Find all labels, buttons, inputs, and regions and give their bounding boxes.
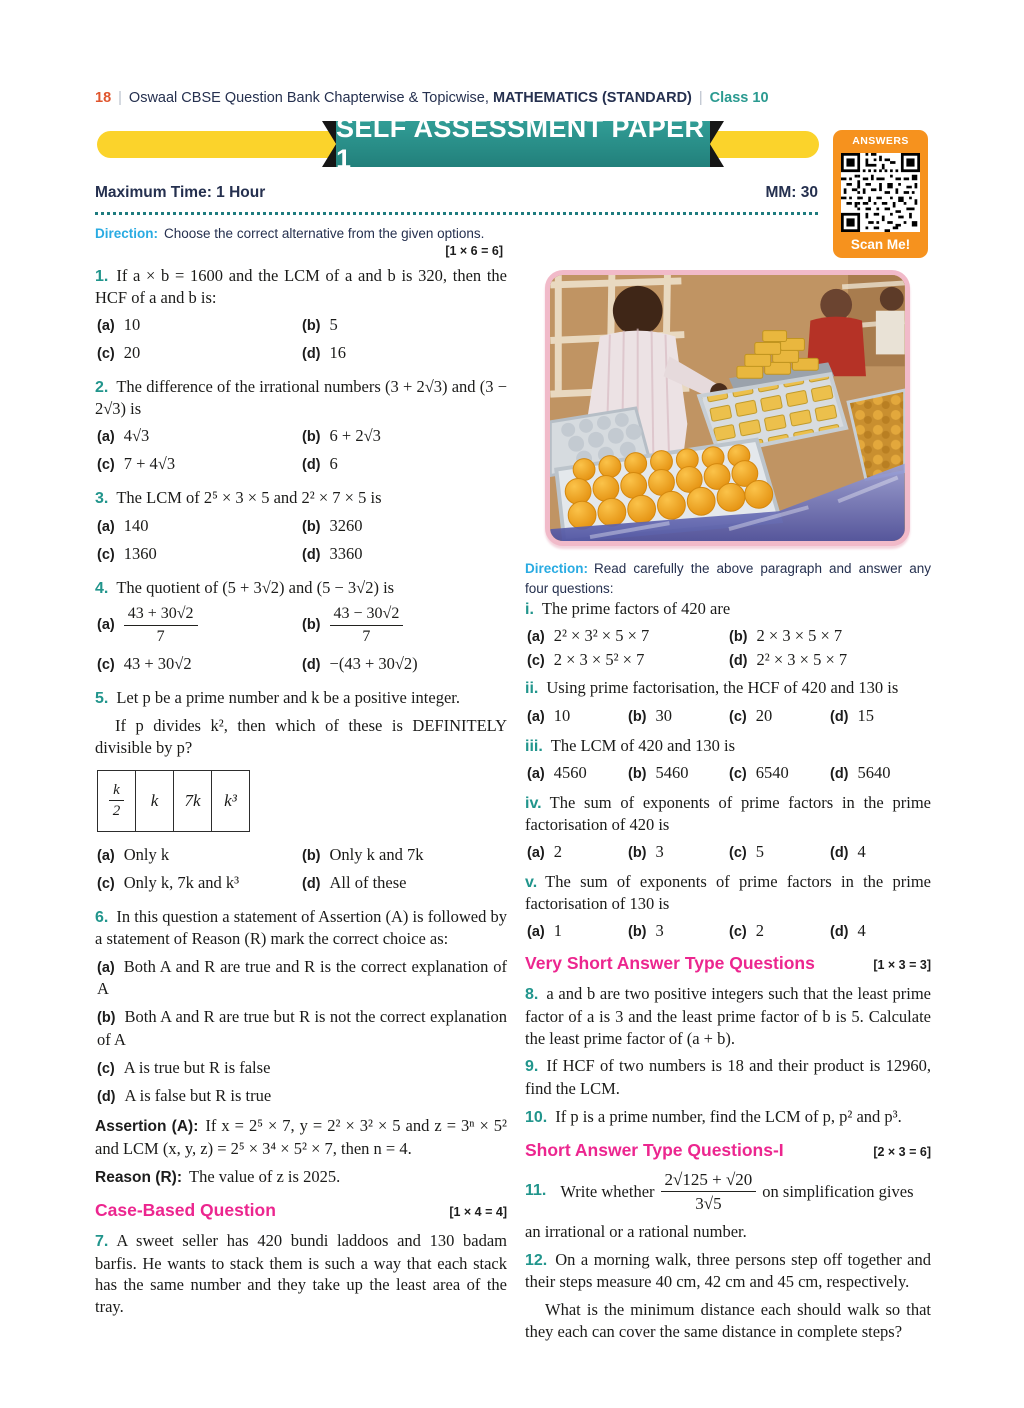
option-label: (d) [302, 656, 321, 673]
option-value: 2² × 3 × 5 × 7 [756, 650, 848, 670]
option-label: (b) [628, 845, 647, 862]
option-b [302, 315, 507, 335]
option-value: 6540 [755, 762, 789, 782]
question-4-options [97, 605, 507, 674]
fraction [109, 782, 124, 821]
option-label: (c) [729, 765, 747, 782]
question-v-number: v. [525, 874, 538, 892]
page-header [95, 90, 935, 106]
question-9-text: If HCF of two numbers is 18 and their product is 12960, find the LCM. [525, 1056, 931, 1098]
question-5 [95, 687, 507, 709]
question-5-options [97, 845, 507, 893]
table-cell-k-half [98, 771, 136, 831]
option-d [302, 454, 507, 474]
direction-1 [95, 224, 818, 244]
question-3-text: The LCM of 2⁵ × 3 × 5 and 2² × 7 × 5 is [116, 488, 382, 508]
question-2-text: The difference of the irrational numbers (3 + 2√3) and (3 − 2√3) is [95, 377, 507, 419]
option-value: 3 [655, 921, 664, 941]
separator: | [118, 90, 122, 106]
option-label: (b) [302, 617, 321, 634]
option-d [830, 706, 931, 726]
option-b [628, 842, 729, 862]
option-d [302, 654, 507, 674]
option-label: (a) [527, 765, 545, 782]
option-label: (d) [302, 875, 321, 892]
question-6-text: In this question a statement of Assertion (A) is followed by a statement of Reason (R) mark the correct choice as: [95, 906, 507, 949]
option-a [527, 626, 729, 646]
option-label: (a) [527, 708, 545, 725]
option-value: 10 [123, 315, 141, 335]
option-value: 1360 [123, 543, 157, 563]
left-column [95, 244, 507, 1324]
option-label: (b) [97, 1010, 116, 1027]
option-label: (b) [302, 518, 321, 535]
question-4 [95, 577, 507, 599]
option-b [302, 426, 507, 446]
option-c [729, 842, 830, 862]
option-value: 2 [755, 921, 764, 941]
option-label: (b) [302, 318, 321, 335]
option-d [830, 921, 931, 941]
question-11-tail: an irrational or a rational number. [525, 1222, 747, 1241]
fraction-numerator: 43 − 30√2 [330, 605, 404, 626]
section-title: Case-Based Question [95, 1200, 276, 1221]
option-c [97, 343, 302, 363]
section-very-short-answer [525, 953, 931, 974]
question-5-number: 5. [95, 689, 109, 707]
question-12 [525, 1249, 931, 1293]
option-value: 5460 [655, 762, 689, 782]
option-label: (d) [97, 1088, 116, 1105]
question-3 [95, 487, 507, 509]
question-2-options [97, 426, 507, 474]
option-label: (c) [97, 346, 115, 363]
question-5-table [97, 770, 250, 832]
option-d [302, 873, 507, 893]
option-value: 16 [329, 343, 347, 363]
question-6 [95, 906, 507, 950]
fraction-denominator: 7 [156, 627, 165, 645]
question-7-text: A sweet seller has 420 bundi laddoos and 130 badam barfis. He wants to stack them is such a way that each stack has the same number and they take up the least area of the tray. [95, 1231, 507, 1317]
section-title: Short Answer Type Questions-I [525, 1139, 784, 1160]
fraction-denominator: 2 [112, 803, 121, 820]
option-value: 6 [329, 454, 338, 474]
option-value: 20 [123, 343, 141, 363]
option-c [97, 454, 302, 474]
option-label: (a) [527, 924, 545, 941]
fraction-denominator: 3√5 [695, 1193, 722, 1213]
option-label: (a) [527, 845, 545, 862]
option-value: 7 + 4√3 [123, 454, 176, 474]
question-8 [525, 983, 931, 1049]
question-v [525, 871, 931, 915]
question-11-post: on simplification gives [762, 1181, 914, 1201]
table-cell-7k: 7k [174, 771, 212, 831]
question-2-number: 2. [95, 379, 109, 397]
option-label: (c) [97, 656, 115, 673]
section-marks: [1 × 4 = 4] [449, 1205, 507, 1220]
question-v-options [527, 921, 931, 941]
option-label: (c) [729, 845, 747, 862]
option-label: (c) [729, 708, 747, 725]
table-cell-k-cubed: k³ [224, 790, 237, 810]
question-1-number: 1. [95, 268, 109, 285]
option-b [628, 706, 729, 726]
option-b [302, 605, 507, 646]
direction-text: Read carefully the above paragraph and answer any four questions: [525, 561, 931, 596]
option-label: (c) [97, 1060, 115, 1077]
question-i-text: The prime factors of 420 are [541, 599, 731, 619]
option-value: 10 [553, 705, 571, 725]
option-value: 30 [655, 705, 673, 725]
option-a [527, 921, 628, 941]
option-label: (a) [97, 847, 115, 864]
option-c [97, 544, 302, 564]
section-marks: [1 × 3 = 3] [873, 958, 931, 973]
option-value: 2² × 3² × 5 × 7 [553, 626, 650, 646]
option-value: 5640 [857, 762, 891, 782]
question-iv-number: iv. [525, 794, 542, 812]
question-9-number: 9. [525, 1058, 539, 1076]
option-a [97, 956, 507, 1000]
option-value: Both A and R are true but R is not the correct explanation of A [97, 1007, 507, 1049]
option-label: (d) [302, 346, 321, 363]
option-value: Only k, 7k and k³ [123, 872, 240, 892]
option-value: 140 [123, 515, 149, 535]
option-label: (c) [527, 653, 545, 670]
option-b [97, 1006, 507, 1050]
question-5-text-line1: Let p be a prime number and k be a positive integer. [116, 687, 460, 707]
header-class: Class 10 [709, 90, 769, 106]
option-label: (b) [628, 924, 647, 941]
question-8-text: a and b are two positive integers such that the least prime factor of a is 3 and the least prime factor of b is 5. Calculate the least prime factor of (a + b). [525, 984, 931, 1048]
option-b [628, 921, 729, 941]
question-ii-options [527, 706, 931, 726]
fraction [330, 605, 404, 646]
question-7 [95, 1230, 507, 1318]
option-value: 1 [553, 921, 562, 941]
qr-code-icon [841, 153, 920, 232]
option-label: (a) [97, 960, 115, 977]
question-iii-text: The LCM of 420 and 130 is [550, 735, 736, 755]
question-6-options [97, 956, 507, 1107]
option-b [302, 516, 507, 536]
option-value: 5 [329, 315, 338, 335]
question-11 [525, 1170, 931, 1213]
question-iv [525, 792, 931, 836]
option-label: (c) [97, 457, 115, 474]
time-marks-row [95, 184, 818, 202]
question-i-number: i. [525, 601, 534, 619]
option-label: (b) [302, 847, 321, 864]
option-c [729, 763, 830, 783]
table-cell-k: k [136, 771, 174, 831]
option-a [97, 426, 302, 446]
option-label: (d) [729, 653, 748, 670]
option-label: (a) [97, 518, 115, 535]
banner-title: SELF ASSESSMENT PAPER 1 [336, 121, 710, 167]
option-c [729, 921, 830, 941]
answers-qr-box [833, 130, 928, 258]
option-value: 2 [553, 842, 562, 862]
reason-statement [95, 1166, 507, 1189]
option-c [97, 654, 302, 674]
option-label: (c) [729, 924, 747, 941]
section-marks-mcq: [1 × 6 = 6] [445, 244, 503, 258]
option-label: (d) [830, 924, 849, 941]
header-subject: MATHEMATICS (STANDARD) [492, 90, 692, 106]
question-2 [95, 376, 507, 420]
section-case-based [95, 1200, 507, 1221]
question-iii [525, 735, 931, 757]
option-value: 3360 [329, 543, 363, 563]
option-label: (a) [97, 318, 115, 335]
option-d [302, 343, 507, 363]
question-iii-number: iii. [525, 737, 543, 755]
direction-2 [525, 559, 931, 598]
option-value: All of these [329, 872, 407, 892]
question-i [525, 598, 931, 620]
question-ii-text: Using prime factorisation, the HCF of 420 and 130 is [546, 678, 899, 698]
option-label: (d) [830, 765, 849, 782]
option-d [302, 544, 507, 564]
maximum-marks: MM: 30 [765, 184, 818, 201]
question-5-text-line2: If p divides k², then which of these is DEFINITELY divisible by p? [95, 716, 507, 757]
option-value: 6 + 2√3 [329, 426, 381, 446]
option-label: (d) [830, 845, 849, 862]
option-d [97, 1085, 507, 1107]
question-9 [525, 1055, 931, 1099]
assertion-statement [95, 1115, 507, 1160]
question-10-text: If p is a prime number, find the LCM of p, p² and p³. [555, 1106, 902, 1126]
option-value: 2 × 3 × 5² × 7 [553, 650, 645, 670]
option-value: 4 [857, 921, 866, 941]
option-d [830, 842, 931, 862]
option-value: 20 [755, 705, 773, 725]
question-v-text: The sum of exponents of prime factors in the prime factorisation of 130 is [525, 872, 931, 914]
fraction [661, 1170, 757, 1213]
option-a [97, 516, 302, 536]
question-12-para1: On a morning walk, three persons step off together and their steps measure 40 cm, 42 cm and 45 cm, respectively. [525, 1249, 931, 1292]
option-value: A is true but R is false [123, 1057, 271, 1077]
option-b [628, 763, 729, 783]
option-label: (d) [302, 457, 321, 474]
qr-scan-me-label: Scan Me! [850, 237, 911, 252]
reason-text: The value of z is 2025. [188, 1166, 341, 1186]
option-label: (a) [97, 429, 115, 446]
option-value: 4√3 [123, 426, 150, 446]
option-value: 3 [655, 842, 664, 862]
question-12-para2: What is the minimum distance each should walk so that they each can cover the same distance in complete steps? [525, 1300, 931, 1342]
question-4-number: 4. [95, 579, 109, 597]
question-10 [525, 1106, 931, 1128]
option-c [527, 650, 729, 670]
option-value: 15 [857, 705, 875, 725]
option-c [97, 1057, 507, 1079]
separator: | [698, 90, 703, 106]
option-label: (a) [527, 629, 545, 646]
option-d [830, 763, 931, 783]
option-label: (b) [302, 429, 321, 446]
question-1 [95, 265, 507, 309]
question-11-pre: Write whether [560, 1181, 655, 1201]
option-label: (d) [830, 708, 849, 725]
option-label: (d) [302, 546, 321, 563]
question-11-number: 11. [525, 1182, 547, 1200]
section-short-answer-1 [525, 1140, 931, 1161]
option-value: 43 + 30√2 [123, 653, 192, 673]
option-d [729, 650, 931, 670]
dotted-divider [95, 212, 818, 215]
direction-label: Direction: [95, 226, 159, 241]
option-value: Only k [123, 844, 170, 864]
option-a [527, 706, 628, 726]
assertion-label: Assertion (A): [95, 1118, 199, 1136]
option-label: (b) [729, 629, 748, 646]
page-number: 18 [95, 90, 112, 106]
option-value: A is false but R is true [124, 1085, 272, 1105]
option-value: 4560 [553, 762, 587, 782]
question-iv-text: The sum of exponents of prime factors in the prime factorisation of 420 is [525, 792, 931, 835]
question-7-number: 7. [95, 1233, 109, 1251]
option-value: 3260 [329, 515, 363, 535]
option-c [97, 873, 302, 893]
option-label: (c) [97, 546, 115, 563]
option-label: (b) [628, 708, 647, 725]
option-value: −(43 + 30√2) [329, 653, 418, 673]
maximum-time: Maximum Time: 1 Hour [95, 184, 266, 201]
fraction-numerator: 43 + 30√2 [124, 605, 198, 626]
question-10-number: 10. [525, 1108, 548, 1126]
qr-answers-label: ANSWERS [852, 135, 909, 147]
sweet-shop-photo [545, 270, 910, 546]
question-ii [525, 677, 931, 699]
option-value: 5 [755, 842, 764, 862]
question-iii-options [527, 763, 931, 783]
option-label: (c) [97, 875, 115, 892]
question-4-text: The quotient of (5 + 3√2) and (5 − 3√2) is [116, 577, 395, 597]
fraction-denominator: 7 [362, 627, 371, 645]
fraction-numerator: 2√125 + √20 [661, 1170, 757, 1192]
question-8-number: 8. [525, 986, 539, 1004]
question-1-options [97, 315, 507, 363]
option-a [97, 845, 302, 865]
option-label: (b) [628, 765, 647, 782]
option-value: 2 × 3 × 5 × 7 [756, 626, 843, 646]
option-a [527, 763, 628, 783]
assertion-text: If x = 2⁵ × 7, y = 2² × 3² × 5 and z = 3ⁿ × 5² and LCM (x, y, z) = 2⁵ × 3⁴ × 5² × 7, then n = 4. [95, 1116, 507, 1158]
fraction-numerator: k [109, 782, 124, 802]
question-3-options [97, 516, 507, 564]
question-1-text: If a × b = 1600 and the LCM of a and b is 320, then the HCF of a and b is: [95, 266, 507, 308]
option-value: 4 [857, 842, 866, 862]
direction-label: Direction: [525, 561, 589, 576]
section-marks: [2 × 3 = 6] [873, 1144, 931, 1159]
option-label: (a) [97, 617, 115, 634]
fraction [124, 605, 198, 646]
option-a [97, 315, 302, 335]
option-b [302, 845, 507, 865]
option-b [729, 626, 931, 646]
question-6-number: 6. [95, 908, 109, 926]
question-12-number: 12. [525, 1251, 548, 1269]
direction-text: Choose the correct alternative from the given options. [164, 226, 485, 241]
question-iv-options [527, 842, 931, 862]
question-i-options [527, 626, 931, 670]
option-value: Only k and 7k [329, 844, 424, 864]
section-title: Very Short Answer Type Questions [525, 953, 815, 974]
option-c [729, 706, 830, 726]
question-ii-number: ii. [525, 680, 539, 698]
question-3-number: 3. [95, 490, 109, 508]
reason-label: Reason (R): [95, 1168, 182, 1186]
option-a [97, 605, 302, 646]
right-column [525, 268, 931, 1349]
header-title: Oswaal CBSE Question Bank Chapterwise & Topicwise, [128, 90, 489, 106]
option-value: Both A and R are true and R is the correct explanation of A [97, 957, 507, 999]
option-a [527, 842, 628, 862]
